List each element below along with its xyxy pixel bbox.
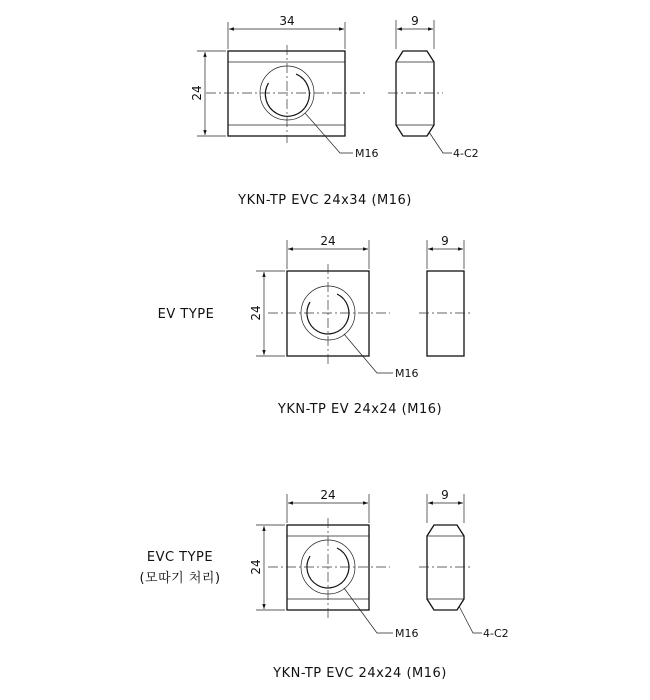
height-dim-label: 24 [249,559,263,575]
part-ev-24x24 [158,234,472,417]
chamfer-leader [459,606,509,640]
width-dimension [228,14,345,49]
width-dimension [287,234,369,269]
width-dim-label: 24 [320,234,336,248]
part-caption: YKN-TP EVC 24x34 (M16) [238,193,412,208]
height-dimension [249,525,285,610]
thread-leader [344,588,419,640]
thread-label: M16 [395,627,419,640]
side-view [419,271,472,356]
type-sublabel: (모따기 처리) [139,571,221,586]
type-label: EV TYPE [157,307,215,322]
front-view [268,264,390,364]
thread-leader [344,334,419,380]
part-evc-24x24 [139,488,508,681]
width-dim-label: 24 [320,488,336,502]
thread-label: M16 [355,147,379,160]
thickness-dim-label: 9 [411,14,419,28]
width-dim-label: 34 [279,14,295,28]
height-dim-label: 24 [190,85,204,101]
thread-arc [265,74,309,116]
side-view [388,51,443,136]
thickness-dimension [396,14,434,49]
thickness-dim-label: 9 [441,488,449,502]
type-label: EVC TYPE [146,550,214,565]
thickness-dimension [427,488,464,523]
front-view [206,45,366,143]
height-dim-label: 24 [249,305,263,321]
chamfer-label: 4-C2 [483,627,509,640]
side-view [419,525,472,610]
part-evc-24x34 [190,14,479,208]
chamfer-label: 4-C2 [453,147,479,160]
front-view [268,518,390,618]
part-caption: YKN-TP EVC 24x24 (M16) [273,666,447,681]
height-dimension [249,271,285,356]
thread-label: M16 [395,367,419,380]
height-dimension [190,51,226,136]
thickness-dim-label: 9 [441,234,449,248]
chamfer-leader [429,132,479,160]
thickness-dimension [427,234,464,269]
part-caption: YKN-TP EV 24x24 (M16) [277,402,443,417]
width-dimension [287,488,369,523]
